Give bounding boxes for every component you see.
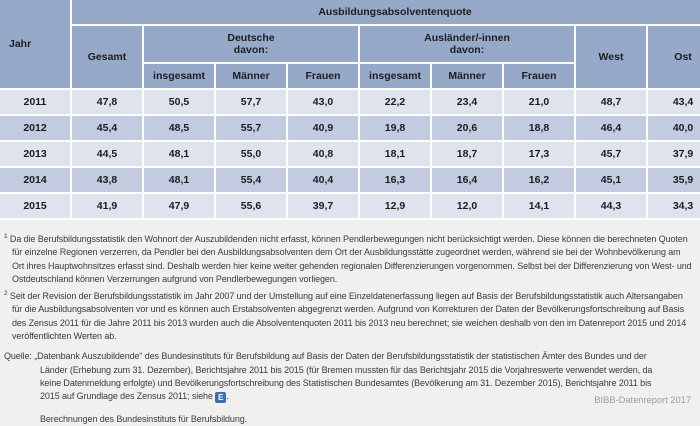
cell-value: 55,7	[216, 116, 286, 140]
cell-value: 18,1	[360, 142, 430, 166]
column-header-auslaender-frauen: Frauen	[504, 64, 574, 88]
cell-value: 17,3	[504, 142, 574, 166]
cell-value: 57,7	[216, 90, 286, 114]
cell-value: 48,1	[144, 168, 214, 192]
table-top-header: Ausbildungsabsolventenquote	[72, 0, 700, 24]
group-auslaender-line1: Ausländer/-innen	[424, 32, 510, 44]
cell-value: 47,9	[144, 194, 214, 218]
column-header-deutsche-frauen: Frauen	[288, 64, 358, 88]
cell-year: 2014	[0, 168, 70, 192]
cell-value: 55,6	[216, 194, 286, 218]
column-header-ost: Ost	[648, 26, 700, 88]
column-header-west: West	[576, 26, 646, 88]
column-header-auslaender-maenner: Männer	[432, 64, 502, 88]
cell-value: 20,6	[432, 116, 502, 140]
column-header-auslaender-insgesamt: insgesamt	[360, 64, 430, 88]
cell-value: 41,9	[72, 194, 142, 218]
group-deutsche-line2: davon:	[233, 44, 269, 56]
table-row-2014	[0, 168, 700, 192]
cell-value: 46,4	[576, 116, 646, 140]
source-last-line: Berechnungen des Bundesinstituts für Berufsbildung.	[40, 413, 248, 424]
cell-value: 34,3	[648, 194, 700, 218]
cell-value: 18,7	[432, 142, 502, 166]
cell-value: 19,8	[360, 116, 430, 140]
footnote-2-text: Seit der Revision der Berufsbildungsstatistik im Jahr 2007 und der Umstellung auf eine Einzeldatenerfassung liegen auf Basis der Berufsbildungsstatistik auch Altersangaben für die Ausbildungsabsolventen vor und es können auch Erstabsolventen abgegrenzt werden. Aufgrund von Korrekturen der Daten der Bevölkerungsfortschreibung auf Basis des Zensus 2011 für die Jahre 2011 bis 2013 wurden auch die Absolventenquoten 2011 bis 2013 neu berechnet; sie weichen deshalb von den im Datenreport 2015 und 2014 veröffentlichten Werten ab.	[9, 291, 687, 342]
source-note	[4, 350, 656, 403]
table-row-2012	[0, 116, 700, 140]
cell-value: 40,0	[648, 116, 700, 140]
cell-value: 43,4	[648, 90, 700, 114]
reference-e-icon[interactable]: E	[215, 392, 226, 403]
column-header-deutsche-insgesamt: insgesamt	[144, 64, 214, 88]
cell-value: 55,4	[216, 168, 286, 192]
footnote-2-marker: 2	[4, 290, 8, 298]
group-deutsche-line1: Deutsche	[227, 32, 275, 44]
footnote-1-text: Da die Berufsbildungsstatistik den Wohnort der Auszubildenden nicht erfasst, können Pendlerbewegungen nicht berücksichtigt werden. Diese können die berechneten Quoten für einzelne Regionen verzerren, da Pendler bei den Ausbildungsabsolventen dem Ort der Ausbildungsstätte zugeordnet werden, während sie bei der Wohnbevölkerung am Ort ihres Hauptwohnsitzes erfasst sind. Deshalb werden hier keine weiter gehenden regionalen Differenzierungen vorgenommen. Selbst bei der Differenzierung von West- und Ostdeutschland können Verzerrungen aufgrund von Pendlerbewegungen vorliegen.	[9, 234, 692, 284]
source-text: „Datenbank Auszubildende“ des Bundesinstituts für Berufsbildung auf Basis der Daten der Berufsbildungsstatistik der statistischen Ämter des Bundes und der Länder (Erhebung zum 31. Dezember), Berichtsjahre 2011 bis 2015 (für Bremen mussten für das Berichtsjahr 2015 die Vorjahreswerte verwendet werden, da keine Datenmeldung erfolgte) und Bevölkerungsfortschreibung des Statistischen Bundesamtes (Bevölkerung am 31. Dezember 2015), Berichtsjahre 2011 bis 2015 auf Grundlage des Zensus 2011; siehe	[34, 351, 653, 402]
cell-value: 12,9	[360, 194, 430, 218]
footnote-1	[4, 230, 692, 286]
cell-value: 48,1	[144, 142, 214, 166]
cell-value: 44,3	[576, 194, 646, 218]
cell-year: 2013	[0, 142, 70, 166]
cell-year: 2015	[0, 194, 70, 218]
cell-value: 14,1	[504, 194, 574, 218]
cell-year: 2012	[0, 116, 70, 140]
group-auslaender-line2: davon:	[449, 44, 485, 56]
cell-value: 12,0	[432, 194, 502, 218]
cell-value: 39,7	[288, 194, 358, 218]
cell-value: 23,4	[432, 90, 502, 114]
cell-value: 21,0	[504, 90, 574, 114]
cell-value: 44,5	[72, 142, 142, 166]
report-footer-label: BIBB-Datenreport 2017	[594, 395, 691, 405]
cell-value: 40,8	[288, 142, 358, 166]
cell-value: 47,8	[72, 90, 142, 114]
cell-value: 55,0	[216, 142, 286, 166]
cell-value: 43,0	[288, 90, 358, 114]
source-label: Quelle:	[4, 351, 32, 362]
table-row-2011	[0, 90, 700, 114]
cell-value: 40,9	[288, 116, 358, 140]
cell-value: 16,4	[432, 168, 502, 192]
cell-value: 45,4	[72, 116, 142, 140]
cell-value: 40,4	[288, 168, 358, 192]
cell-value: 48,5	[144, 116, 214, 140]
table-row-2015	[0, 194, 700, 218]
cell-value: 48,7	[576, 90, 646, 114]
cell-value: 50,5	[144, 90, 214, 114]
cell-value: 22,2	[360, 90, 430, 114]
cell-value: 43,8	[72, 168, 142, 192]
column-header-jahr: Jahr	[0, 0, 70, 88]
column-header-deutsche-maenner: Männer	[216, 64, 286, 88]
cell-year: 2011	[0, 90, 70, 114]
source-text-end: .	[226, 391, 229, 402]
table-row-2013	[0, 142, 700, 166]
column-group-auslaender	[360, 26, 574, 62]
cell-value: 16,3	[360, 168, 430, 192]
cell-value: 35,9	[648, 168, 700, 192]
footnote-1-marker: 1	[4, 233, 8, 240]
cell-value: 45,1	[576, 168, 646, 192]
column-header-gesamt: Gesamt	[72, 26, 142, 88]
column-group-deutsche	[144, 26, 358, 62]
cell-value: 18,8	[504, 116, 574, 140]
cell-value: 45,7	[576, 142, 646, 166]
footnote-2	[4, 287, 692, 343]
cell-value: 37,9	[648, 142, 700, 166]
cell-value: 16,2	[504, 168, 574, 192]
